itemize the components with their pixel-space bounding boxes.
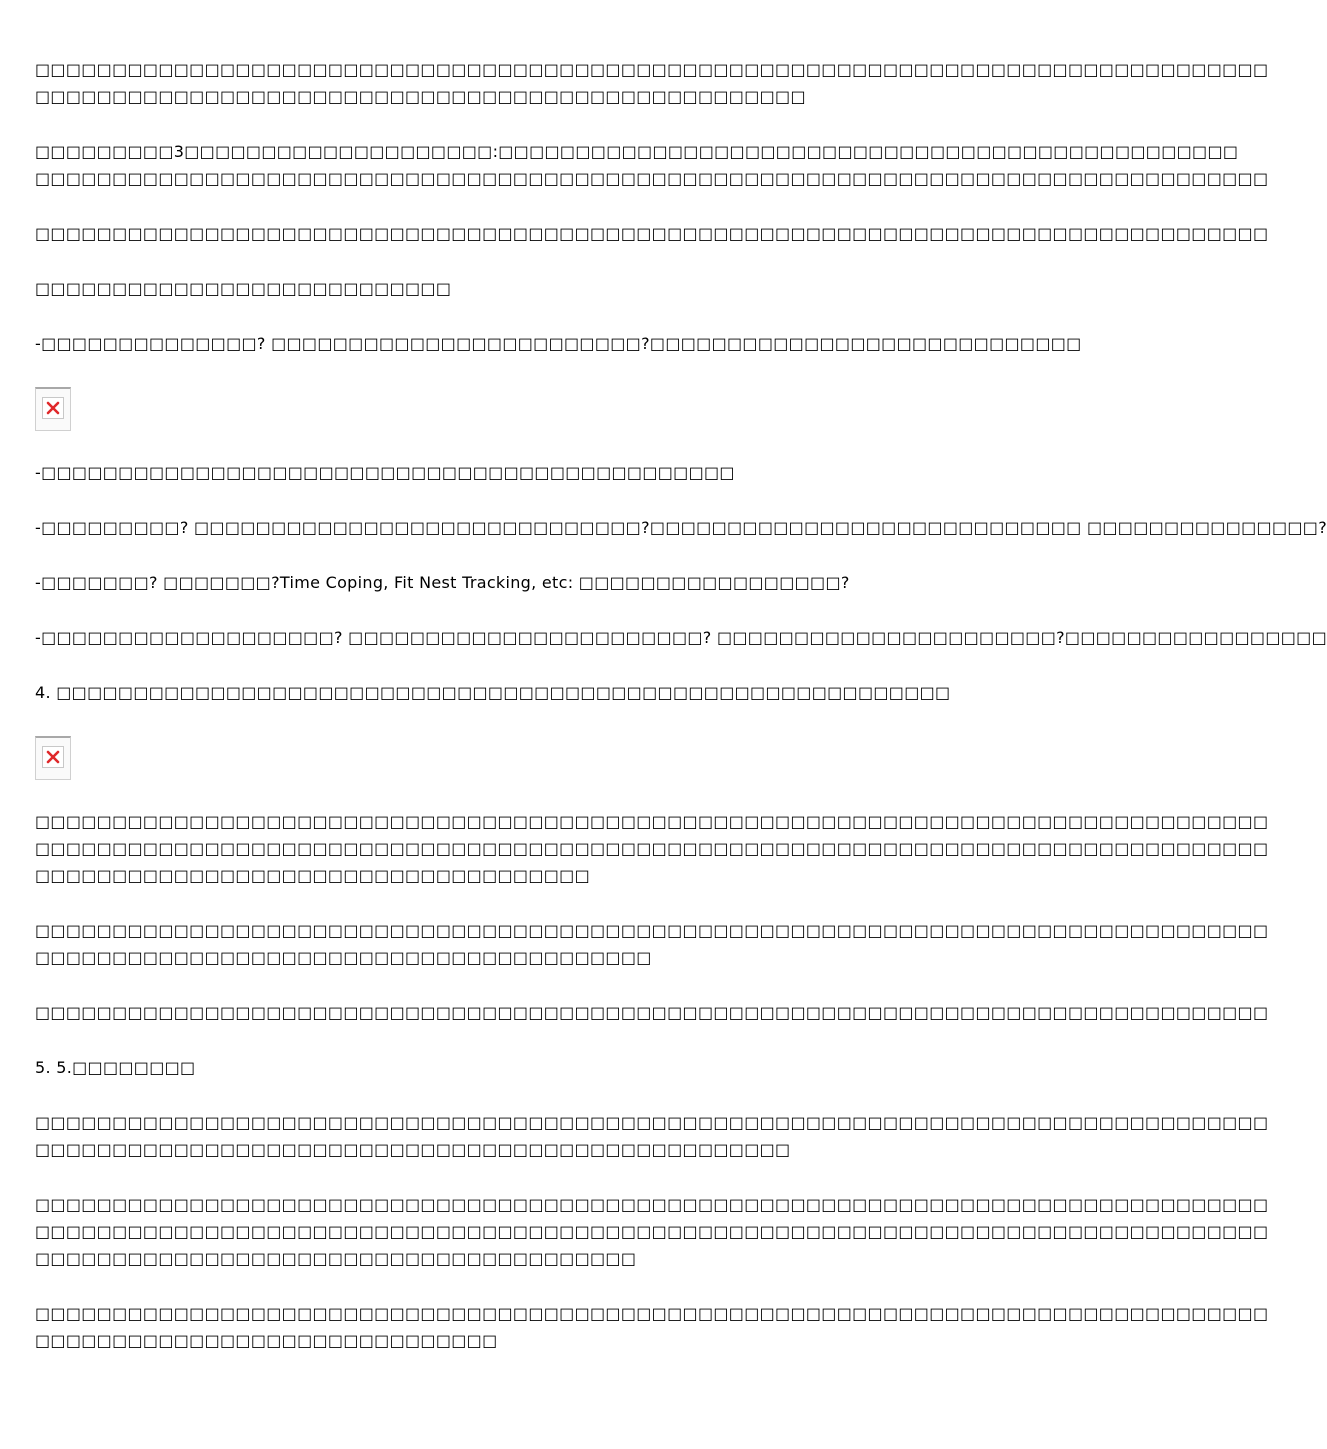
text-line: 5. 5.□□□□□□□□ <box>35 1058 196 1077</box>
section-heading-4 <box>35 679 990 706</box>
paragraph-14 <box>35 1191 1269 1272</box>
text-line: -□□□□□□□□□□□□□□□□□□□□□□□□□□□□□□□□□□□□□□□□□□□□□ <box>35 463 735 482</box>
paragraph-1 <box>35 56 1269 110</box>
paragraph-13 <box>35 1109 1269 1163</box>
text-line: -□□□□□□□? □□□□□□□?Time Coping, Fit Nest Tracking, etc: □□□□□□□□□□□□□□□□□? <box>35 573 850 592</box>
text-line: □□□□□□□□□□□□□□□□□□□□□□□□□□□□□□□□□□□□□□□□□□□□□□□□□□□□□□□□□□□□□□□□□□□□□□□□□□□□□□□□ <box>35 1304 1269 1323</box>
text-line: □□□□□□□□□□□□□□□□□□□□□□□□□□□□□□ <box>35 1331 498 1350</box>
broken-image-icon <box>35 387 71 431</box>
paragraph-3 <box>35 220 1269 247</box>
text-line: □□□□□□□□□□□□□□□□□□□□□□□□□□□□□□□□□□□□□□□□□□□□□□□□□□□□□□□□□□□□□□□□□□□□□□□□□□□□□□□□ <box>35 1113 1269 1132</box>
text-line: □□□□□□□□□□□□□□□□□□□□□□□□□□□□□□□□□□□□□□□□ <box>35 948 652 967</box>
paragraph-4 <box>35 275 990 302</box>
text-line: □□□□□□□□□□□□□□□□□□□□□□□□□□□□□□□□□□□□□□□□□□□□□□□□□□□□□□□□□□□□□□□□□□□□□□□□□□□□□□□□ <box>35 1003 1269 1022</box>
text-line: -□□□□□□□□□□□□□□□□□□□? □□□□□□□□□□□□□□□□□□□□□□□? □□□□□□□□□□□□□□□□□□□□□□?□□□□□□□□□□□□□□□□□ <box>35 628 1327 647</box>
text-line: □□□□□□□□□3□□□□□□□□□□□□□□□□□□□□:□□□□□□□□□□□□□□□□□□□□□□□□□□□□□□□□□□□□□□□□□□□□□□□□ <box>35 142 1239 161</box>
paragraph-15 <box>35 1300 1269 1354</box>
text-line: 4. □□□□□□□□□□□□□□□□□□□□□□□□□□□□□□□□□□□□□□□□□□□□□□□□□□□□□□□□□□ <box>35 683 951 702</box>
text-line: -□□□□□□□□□? □□□□□□□□□□□□□□□□□□□□□□□□□□□□□?□□□□□□□□□□□□□□□□□□□□□□□□□□□□ □□□□□□□□□□□□□□□? <box>35 518 1327 537</box>
paragraph-12 <box>35 999 1269 1026</box>
text-line: □□□□□□□□□□□□□□□□□□□□□□□□□□□□□□□□□□□□□□□□□□□□□□□□□□□□□□□□□□□□□□□□□□□□□□□□□□□□□□□□ <box>35 921 1269 940</box>
paragraph-5 <box>35 330 1082 357</box>
text-line: □□□□□□□□□□□□□□□□□□□□□□□□□□□ <box>35 279 452 298</box>
paragraph-2 <box>35 138 1269 192</box>
paragraph-7 <box>35 514 1327 541</box>
red-x-icon <box>42 746 64 768</box>
paragraph-8 <box>35 569 990 596</box>
text-line: □□□□□□□□□□□□□□□□□□□□□□□□□□□□□□□□□□□□□□□ <box>35 1249 637 1268</box>
paragraph-11 <box>35 917 1269 971</box>
section-heading-5 <box>35 1054 990 1081</box>
broken-image-icon <box>35 736 71 780</box>
text-line: □□□□□□□□□□□□□□□□□□□□□□□□□□□□□□□□□□□□□□□□□□□□□□□□□□□□□□□□□□□□□□□□□□□□□□□□□□□□□□□□ <box>35 812 1269 831</box>
text-line: □□□□□□□□□□□□□□□□□□□□□□□□□□□□□□□□□□□□□□□□□□□□□□□□□□□□□□□□□□□□□□□□□□□□□□□□□□□□□□□□ <box>35 1222 1269 1241</box>
text-line: □□□□□□□□□□□□□□□□□□□□□□□□□□□□□□□□□□□□□□□□□□□□□□□□□□ <box>35 87 806 106</box>
paragraph-10 <box>35 808 1269 889</box>
text-line: □□□□□□□□□□□□□□□□□□□□□□□□□□□□□□□□□□□□□□□□□□□□□□□□□ <box>35 1140 791 1159</box>
text-line: □□□□□□□□□□□□□□□□□□□□□□□□□□□□□□□□□□□□□□□□□□□□□□□□□□□□□□□□□□□□□□□□□□□□□□□□□□□□□□□□ <box>35 839 1269 858</box>
text-line: □□□□□□□□□□□□□□□□□□□□□□□□□□□□□□□□□□□□□□□□□□□□□□□□□□□□□□□□□□□□□□□□□□□□□□□□□□□□□□□□ <box>35 224 1269 243</box>
text-line: □□□□□□□□□□□□□□□□□□□□□□□□□□□□□□□□□□□□□□□□□□□□□□□□□□□□□□□□□□□□□□□□□□□□□□□□□□□□□□□□ <box>35 169 1269 188</box>
text-line: □□□□□□□□□□□□□□□□□□□□□□□□□□□□□□□□□□□□ <box>35 866 591 885</box>
text-line: □□□□□□□□□□□□□□□□□□□□□□□□□□□□□□□□□□□□□□□□□□□□□□□□□□□□□□□□□□□□□□□□□□□□□□□□□□□□□□□□ <box>35 60 1269 79</box>
text-line: □□□□□□□□□□□□□□□□□□□□□□□□□□□□□□□□□□□□□□□□□□□□□□□□□□□□□□□□□□□□□□□□□□□□□□□□□□□□□□□□ <box>35 1195 1269 1214</box>
red-x-icon <box>42 397 64 419</box>
document-body <box>35 56 1327 1354</box>
text-line: -□□□□□□□□□□□□□□? □□□□□□□□□□□□□□□□□□□□□□□□?□□□□□□□□□□□□□□□□□□□□□□□□□□□□ <box>35 334 1082 353</box>
paragraph-6 <box>35 459 990 486</box>
paragraph-9 <box>35 624 1327 651</box>
